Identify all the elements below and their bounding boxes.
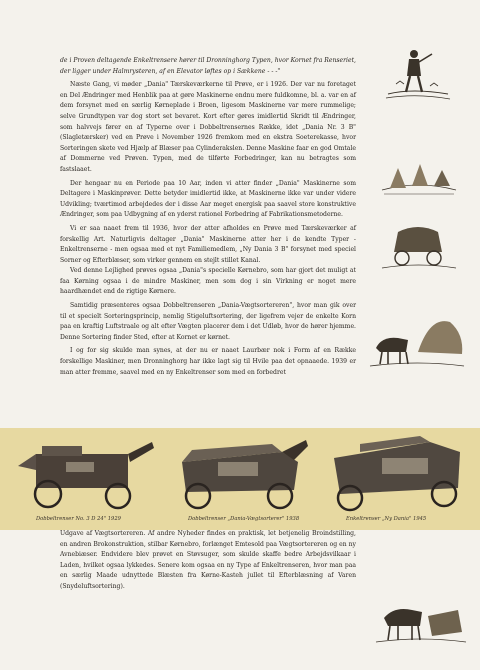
farmer-sowing-illustration — [382, 44, 452, 102]
machine-photo-1945 — [320, 432, 472, 514]
caption-1945: Enkeltrenser „Ny Dania" 1945 — [346, 516, 427, 522]
paragraph-koernebro: Ved denne Lejlighed prøves ogsaa „Dania"s specielle Kørnebro, som har gjort det muligt at faa Kørning ogsaa i de mindre Maskiner, men som dog i sin Virkning er noget mere haardhændet end de rigtige Kørnere. — [60, 267, 356, 296]
paragraph-ten-years: Der hengaar nu en Periode paa 10 Aar, inden vi atter finder „Dania" Maskinerne som Deltagere i Maskinprøver. Dette betyder imidlertid ikke, at Maskinerne ikke var under videre Udvikling; tværtimod arbejdedes der i disse Aar meget energisk paa saavel store konstruktive Ændringer, som paa Udbygning af en yderst rationel Forbedring af Fabrikationsmetoderne. — [60, 179, 356, 219]
body-text-bottom — [60, 529, 356, 593]
wagon-oxen-illustration — [378, 218, 458, 276]
machine-photo-1938 — [162, 432, 312, 514]
body-text-top — [60, 56, 356, 378]
caption-1938: Dobbeltrenser „Dania-Vægtsorterer" 1938 — [188, 516, 300, 522]
machine-photo-1929 — [6, 432, 156, 514]
paragraph-1926: Næste Gang, vi møder „Dania" Tærskeværkerne til Prøve, er i 1926. Der var nu foretaget en Del Ændringer med Henblik paa at gøre Maskinerne endnu mere fuldkomne, bl. a. var en af dem forsynet med en særlig Kørneplade i Broen, ligesom Maskinerne var mere rummelige; selve Grundtypen var dog stort set bevaret. Kort efter gøres imidlertid Skridt til Ændringer, som halvvejs fører en af Typerne over i Dobbeltrensernes Række, idet „Dania Nr. 3 B" (Slagletærsker) ved en Prøve i November 1926 fremkom med en ekstra Soeterekasse, hvor Sorteringen skete ved Hjælp af Blæser paa Cylinderakslen. Denne Maskine faar en god Omtale af Dommerne ved Prøven. Typen, med de tilførte Forbedringer, kan nu betragtes som fastslaaet. — [60, 81, 356, 173]
paragraph-bottom: Udgave af Vægtsortereren. Af andre Nyheder findes en praktisk, let betjenelig Broindstilling, en andren Brokonstruktion, stilbar Kørnebro, forlænget Emtesold paa Vægtsortereren og en ny Avnebiæser. Endvidere blev prøvet en Støvsuger, som skulde skaffe bedre Arbejdsvilkaar i Laden, hvilket ogsaa lykkedes. Senere kom ogsaa en ny Type af Enkeltrenseren, hvor man paa en særlig Maade udnyttede Blæsten fra Kørne-Kasteh jullet til Efterblæsning af Varen (Snydeluftsortering). — [60, 530, 356, 590]
horses-haystack-illustration — [368, 308, 466, 372]
paragraph-quote-end: de i Proven deltagende Enkeltrensere hører til Dronninghorg Typen, hvor Kornet fra Renseriet, der ligger under Halmrysteren, af en Elevator løftes op i Sækkene - - -" — [60, 57, 356, 75]
caption-1929: Dobbeltrenser No. 3 D 24" 1929 — [36, 516, 121, 522]
paragraph-1936: Vi er saa naaet frem til 1936, hvor der atter afholdes en Prøve med Tærskeværker af forskellig Art. Naturligvis deltager „Dania" Maskinerne atter her i de kendte Typer - Enkeltrenserne - men ogsaa med et nyt Familiemedlem, „Ny Dania 3 B" forsynet med speciel Sorner og Efterblæser, som virker gennem en stejlt stillet Kanal. — [60, 224, 356, 264]
field-horse-illustration — [374, 588, 468, 648]
paragraph-1939: I og for sig skulde man synes, at der nu er naaet Laurbær nok i Form af en Række forskellige Maskiner, men Dronninghorg har ikke lagt sig til Hvile paa det opnaaede. 1939 er man atter fremme, saavel med en ny Enkeltrenser som med en forbedret — [60, 347, 356, 376]
paragraph-vaegtsorterer: Samtidig præsenteres ogsaa Dobbeltrenseren „Dania-Vægtsortereren", hvor man gik over til et specielt Sorteringsprincip, nemlig Stigeluftsortering, der ligefrem vejer de enkelte Korn paa en kraftig Luftstraale og alt efter Vægten placerer dem i det Udløb, hvor de hører hjemme. Denne Sortering finder Sted, efter at Kornet er kørnet. — [60, 302, 356, 341]
harvest-field-illustration — [378, 150, 458, 200]
